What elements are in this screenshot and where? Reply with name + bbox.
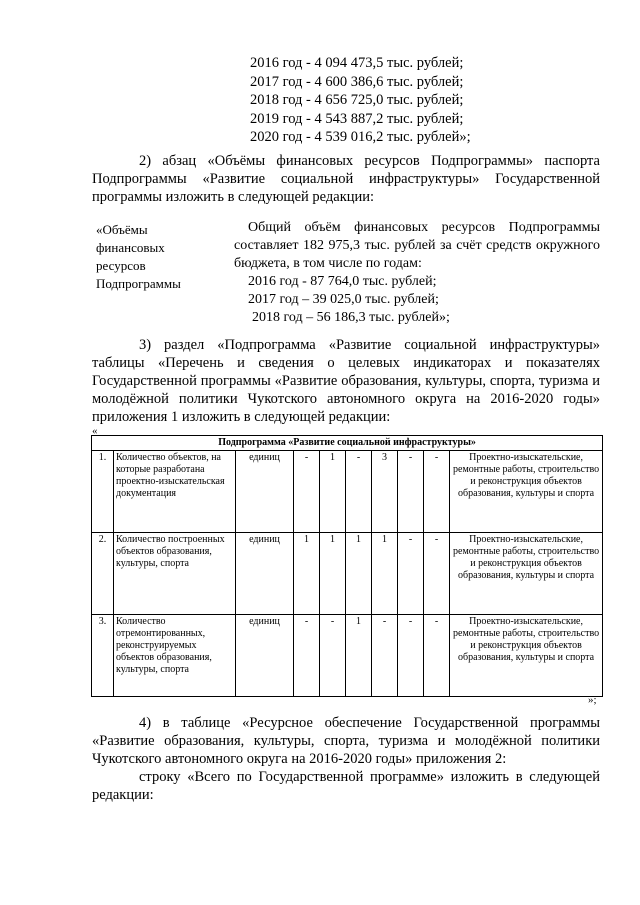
year-line: 2019 год - 4 543 887,2 тыс. рублей;: [250, 110, 464, 127]
paragraph-4: 4) в таблице «Ресурсное обеспечение Государственной программы «Развитие образования, культуры, спорта, туризма и молодёжной политики Чукотского автономного округа на 2016-2020 годы» приложения 2:: [92, 715, 600, 767]
indicators-table: [91, 435, 603, 697]
table-row: 3. Количество отремонтированных, реконструируемых объектов образования, культуры, спорта единиц - - 1 - - - Проектно-изыскательские, ремонтные работы, строительство и реконструкция объектов образования, культуры и спорта: [92, 614, 603, 696]
year-line: 2018 год - 4 656 725,0 тыс. рублей;: [250, 92, 464, 108]
passport-label: «Объёмы финансовых ресурсов Подпрограммы: [96, 222, 181, 291]
table-header-row: [92, 436, 603, 451]
funding-by-year-list: [250, 54, 471, 147]
passport-value: Общий объём финансовых ресурсов Подпрограммы составляет 182 975,3 тыс. рублей за счёт средств окружного бюджета, в том числе по годам: 2016 год - 87 764,0 тыс. рублей; 2017 год – 39 025,0 тыс. рублей; 2018 год – 56 186,3 тыс. рублей»;: [234, 220, 600, 325]
quote-close: »;: [588, 694, 597, 706]
subprogram-header: Подпрограмма «Развитие социальной инфраструктуры»: [92, 436, 603, 451]
quote-open: «: [92, 425, 98, 437]
table-row: 1. Количество объектов, на которые разработана проектно-изыскательская документация единиц - 1 - 3 - - Проектно-изыскательские, ремонтные работы, строительство и реконструкция объектов образования, культуры и спорта: [92, 450, 603, 532]
year-line: 2017 год - 4 600 386,6 тыс. рублей;: [250, 73, 464, 90]
year-line: 2020 год - 4 539 016,2 тыс. рублей»;: [250, 129, 471, 145]
paragraph-3: 3) раздел «Подпрограмма «Развитие социальной инфраструктуры» таблицы «Перечень и сведения о целевых индикаторах и показателях Государственной программы «Развитие образования, культуры, спорта, туризма и молодёжной политики Чукотского автономного округа на 2016-2020 годы» приложения 1 изложить в следующей редакции:: [92, 337, 600, 425]
year-line: 2016 год - 4 094 473,5 тыс. рублей;: [250, 55, 464, 71]
table-row: 2. Количество построенных объектов образования, культуры, спорта единиц 1 1 1 1 - - Проектно-изыскательские, ремонтные работы, строительство и реконструкция объектов образования, культуры и спорта: [92, 532, 603, 614]
paragraph-2: 2) абзац «Объёмы финансовых ресурсов Подпрограммы» паспорта Подпрограммы «Развитие социальной инфраструктуры» Государственной программы изложить в следующей редакции:: [92, 153, 600, 205]
paragraph-5: строку «Всего по Государственной программе» изложить в следующей редакции:: [92, 769, 600, 803]
